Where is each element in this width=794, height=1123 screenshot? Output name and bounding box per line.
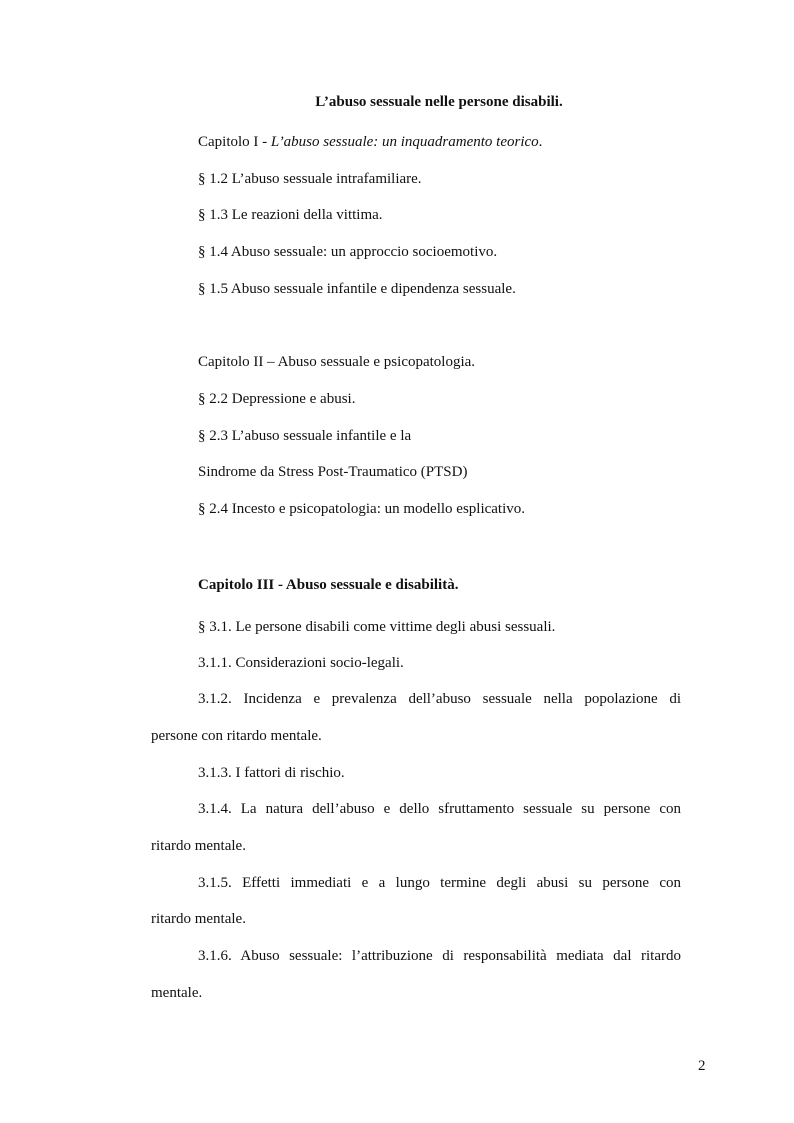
toc-item: § 1.3 Le reazioni della vittima.	[198, 207, 383, 223]
toc-item: § 1.2 L’abuso sessuale intrafamiliare.	[198, 171, 422, 187]
chapter-3-heading: Capitolo III - Abuso sessuale e disabilità.	[198, 577, 459, 593]
chapter-1-suffix: .	[538, 134, 543, 150]
toc-item: § 2.4 Incesto e psicopatologia: un modello esplicativo.	[198, 501, 526, 517]
chapter-1-heading	[198, 133, 542, 151]
chapter-1-prefix: Capitolo I -	[198, 134, 271, 150]
page-number: 2	[698, 1058, 706, 1074]
toc-item-line-2: ritardo mentale.	[151, 838, 246, 854]
toc-item: § 2.2 Depressione e abusi.	[198, 391, 356, 407]
toc-item: § 1.5 Abuso sessuale infantile e dipendenza sessuale.	[198, 281, 516, 297]
toc-item-line-1: 3.1.2. Incidenza e prevalenza dell’abuso sessuale nella popolazione di	[198, 691, 681, 707]
toc-item: Sindrome da Stress Post-Traumatico (PTSD)	[198, 464, 468, 480]
toc-item-line-2: persone con ritardo mentale.	[151, 728, 322, 744]
toc-item: § 3.1. Le persone disabili come vittime degli abusi sessuali.	[198, 619, 556, 635]
toc-item-line-1: 3.1.5. Effetti immediati e a lungo termine degli abusi su persone con	[198, 875, 681, 891]
chapter-2-heading: Capitolo II – Abuso sessuale e psicopatologia.	[198, 354, 476, 370]
toc-item-line-2: mentale.	[151, 985, 203, 1001]
document-title: L’abuso sessuale nelle persone disabili.	[315, 94, 563, 110]
toc-item: § 2.3 L’abuso sessuale infantile e la	[198, 428, 412, 444]
toc-item: 3.1.3. I fattori di rischio.	[198, 765, 345, 781]
chapter-1-title: L’abuso sessuale: un inquadramento teorico	[270, 134, 539, 150]
toc-item: 3.1.1. Considerazioni socio-legali.	[198, 655, 404, 671]
toc-item: § 1.4 Abuso sessuale: un approccio socioemotivo.	[198, 244, 498, 260]
toc-item-line-1: 3.1.4. La natura dell’abuso e dello sfruttamento sessuale su persone con	[198, 801, 681, 817]
toc-item-line-2: ritardo mentale.	[151, 911, 246, 927]
toc-item-line-1: 3.1.6. Abuso sessuale: l’attribuzione di responsabilità mediata dal ritardo	[198, 948, 681, 964]
